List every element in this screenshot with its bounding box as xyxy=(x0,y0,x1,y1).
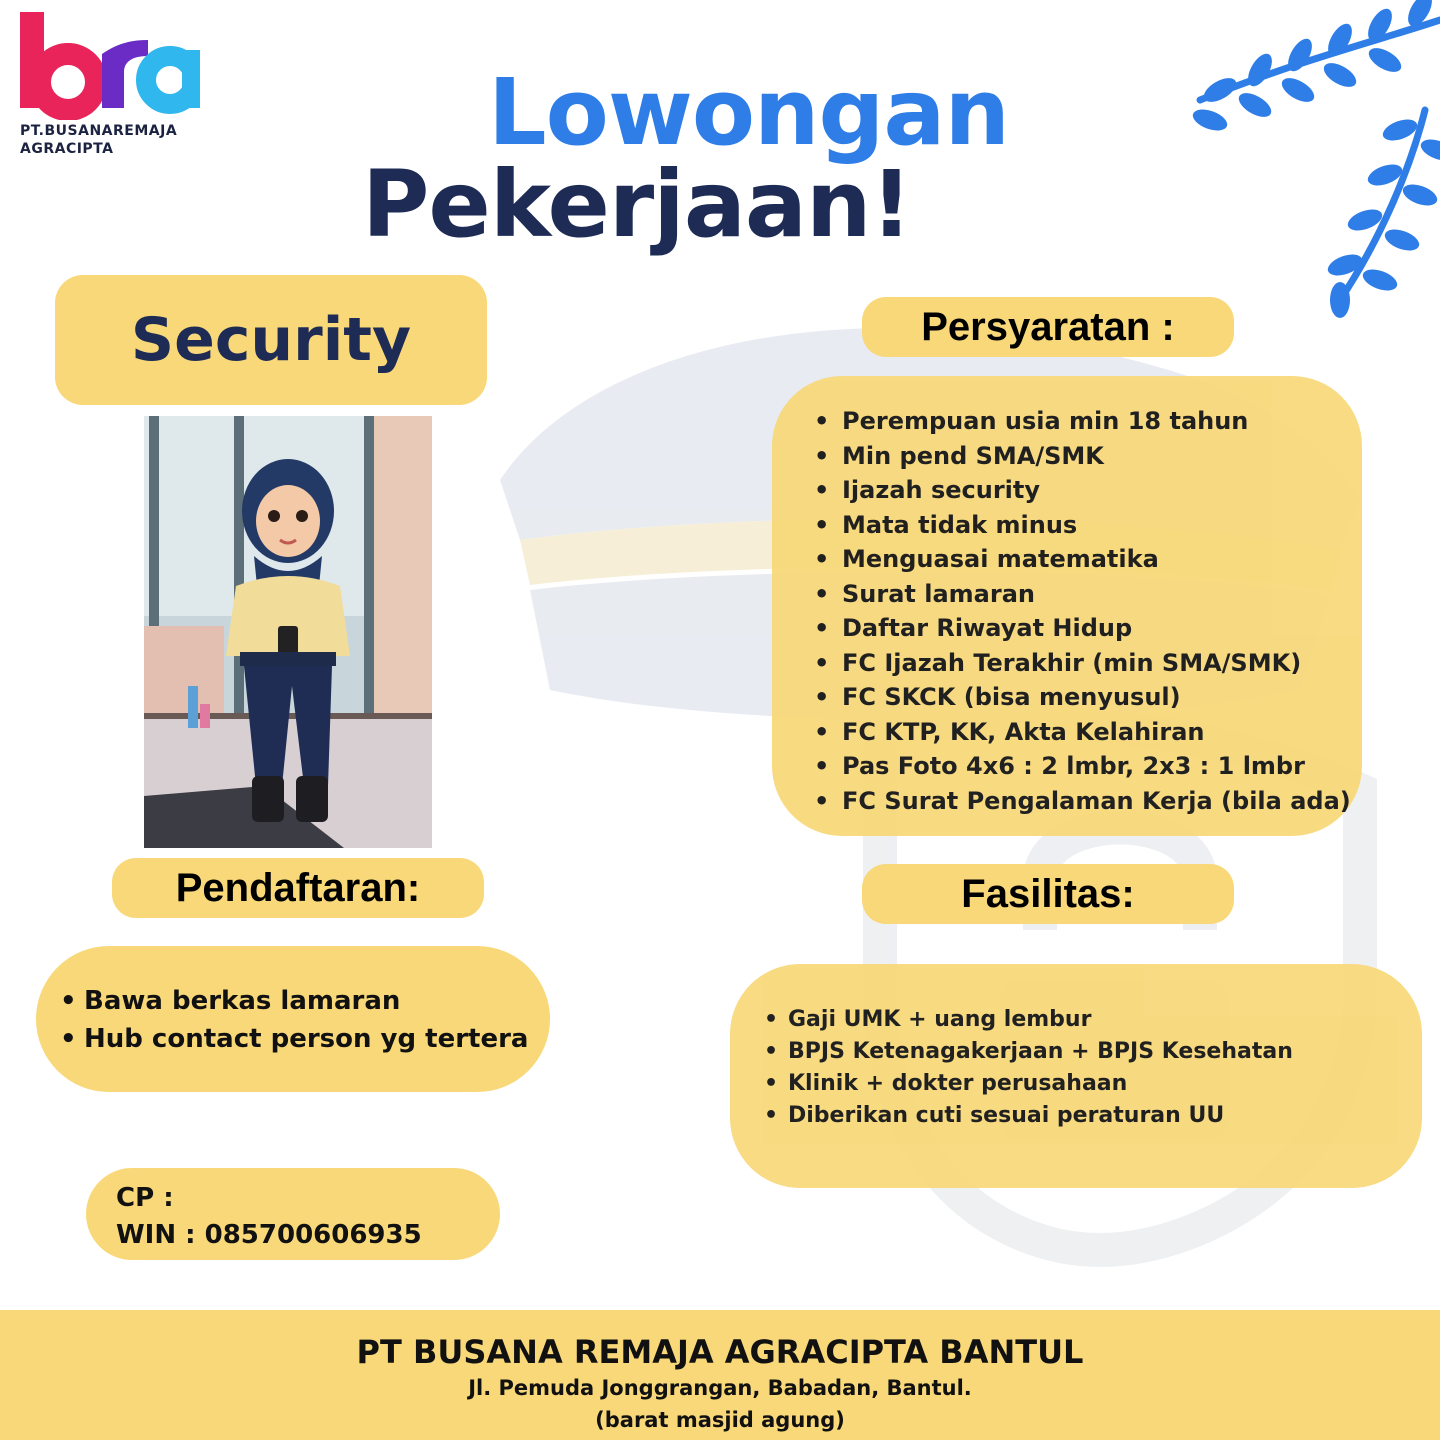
registration-heading-text: Pendaftaran: xyxy=(175,865,421,910)
list-item: • Gaji UMK + uang lembur xyxy=(760,1004,1422,1036)
facilities-list xyxy=(760,1004,1422,1132)
list-item: • FC KTP, KK, Akta Kelahiran xyxy=(810,715,1362,750)
footer-address: Jl. Pemuda Jonggrangan, Babadan, Bantul. xyxy=(468,1376,972,1400)
facilities-heading xyxy=(862,864,1234,924)
registration-list-box xyxy=(36,946,550,1092)
facilities-heading-text: Fasilitas: xyxy=(961,871,1135,916)
contact-phone[interactable]: WIN : 085700606935 xyxy=(116,1220,422,1250)
leaf-branch-icon xyxy=(1180,0,1440,320)
logo-subtitle-line2: AGRACIPTA xyxy=(20,141,114,157)
list-item: • BPJS Ketenagakerjaan + BPJS Kesehatan xyxy=(760,1036,1422,1068)
footer-company: PT BUSANA REMAJA AGRACIPTA BANTUL xyxy=(356,1333,1084,1371)
logo-subtitle xyxy=(20,122,177,158)
registration-list xyxy=(56,982,550,1058)
requirements-heading xyxy=(862,297,1234,357)
facilities-list-box xyxy=(730,964,1422,1188)
list-item: • Hub contact person yg tertera xyxy=(56,1020,550,1058)
list-item: • FC SKCK (bisa menyusul) xyxy=(810,680,1362,715)
list-item: • Bawa berkas lamaran xyxy=(56,982,550,1020)
list-item: • Pas Foto 4x6 : 2 lmbr, 2x3 : 1 lmbr xyxy=(810,749,1362,784)
list-item: • Daftar Riwayat Hidup xyxy=(810,611,1362,646)
list-item: • Perempuan usia min 18 tahun xyxy=(810,404,1362,439)
list-item: • Ijazah security xyxy=(810,473,1362,508)
position-badge xyxy=(55,275,487,405)
title-line2: Pekerjaan! xyxy=(362,151,912,258)
company-logo xyxy=(20,10,200,120)
list-item: • Surat lamaran xyxy=(810,577,1362,612)
registration-heading xyxy=(112,858,484,918)
list-item: • FC Ijazah Terakhir (min SMA/SMK) xyxy=(810,646,1362,681)
contact-box xyxy=(86,1168,500,1260)
requirements-list xyxy=(810,404,1362,818)
position-title: Security xyxy=(130,305,412,375)
logo-subtitle-line1: PT.BUSANAREMAJA xyxy=(20,123,178,139)
footer-note: (barat masjid agung) xyxy=(595,1408,845,1432)
list-item: • Mata tidak minus xyxy=(810,508,1362,543)
title-line1: Lowongan xyxy=(488,59,1009,166)
list-item: • Klinik + dokter perusahaan xyxy=(760,1068,1422,1100)
security-guard-illustration xyxy=(144,416,432,848)
footer xyxy=(0,1310,1440,1440)
list-item: • FC Surat Pengalaman Kerja (bila ada) xyxy=(810,784,1362,819)
requirements-list-box xyxy=(772,376,1362,836)
contact-label: CP : xyxy=(116,1183,174,1213)
list-item: • Diberikan cuti sesuai peraturan UU xyxy=(760,1100,1422,1132)
list-item: • Min pend SMA/SMK xyxy=(810,439,1362,474)
list-item: • Menguasai matematika xyxy=(810,542,1362,577)
requirements-heading-text: Persyaratan : xyxy=(921,304,1175,349)
